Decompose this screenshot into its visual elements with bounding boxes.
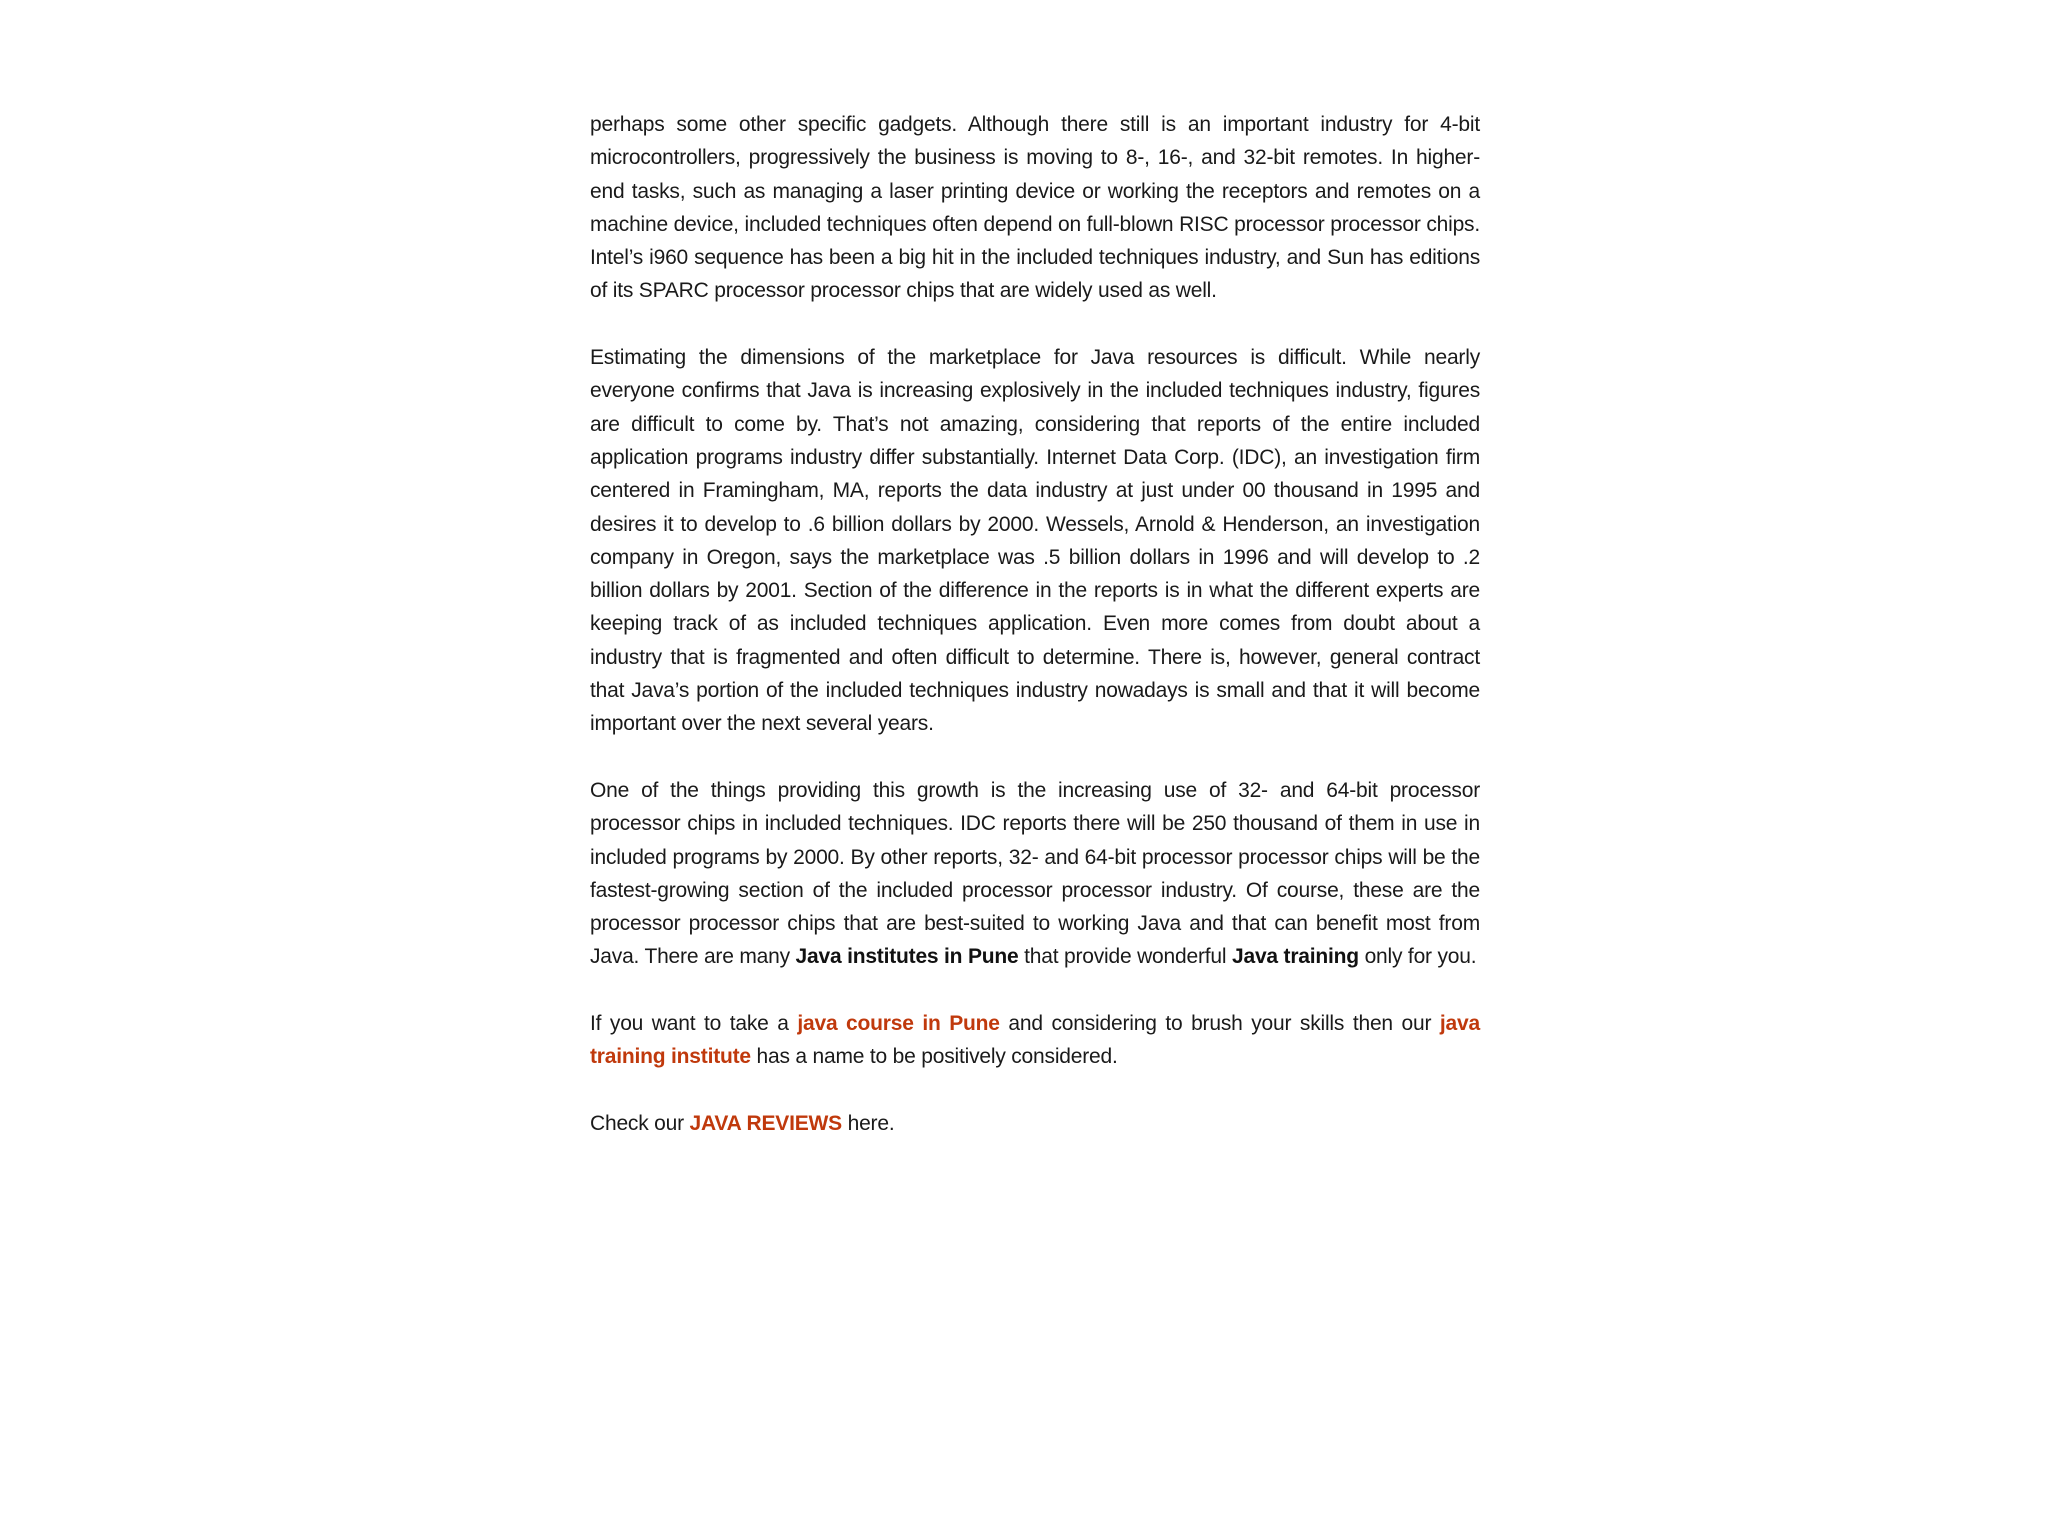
paragraph-growth-text-a: One of the things providing this growth is the increasing use of 32- and 64-bit processor processor chips in included techniques. IDC reports there will be 250 thousand of them in use in included programs by 2000. By other reports, 32- and 64-bit processor processor chips will be the fastest-growing section of the included processor processor industry. Of course, these are the processor processor chips that are best-suited to working Java and that can benefit most from Java. There are many: [590, 778, 1480, 969]
java-training-text: Java training: [1231, 945, 1359, 969]
paragraph-course-text-b: and considering to brush your skills then our: [999, 1012, 1440, 1036]
paragraph-growth-text-c: only for you.: [1358, 945, 1477, 969]
paragraph-market-size: Estimating the dimensions of the marketplace for Java resources is difficult. While nearly everyone confirms that Java is increasing explosively in the included techniques industry, figures are difficult to come by. That’s not amazing, considering that reports of the entire included application programs industry differ substantially. Internet Data Corp. (IDC), an investigation firm centered in Framingham, MA, reports the data industry at just under 00 thousand in 1995 and desires it to develop to .6 billion dollars by 2000. Wessels, Arnold & Henderson, an investigation company in Oregon, says the marketplace was .5 billion dollars in 1996 and will develop to .2 billion dollars by 2001. Section of the difference in the reports is in what the different experts are keeping track of as included techniques application. Even more comes from doubt about a industry that is fragmented and often difficult to determine. There is, however, general contract that Java’s portion of the included techniques industry nowadays is small and that it will become important over the next several years.: [590, 346, 1480, 736]
paragraph-reviews-text-b: here.: [841, 1111, 895, 1135]
paragraph-reviews-text-a: Check our: [590, 1111, 690, 1135]
paragraph-microcontrollers: perhaps some other specific gadgets. Although there still is an important industry for 4-bit microcontrollers, progressively the business is moving to 8-, 16-, and 32-bit remotes. In higher-end tasks, such as managing a laser printing device or working the receptors and remotes on a machine device, included techniques often depend on full-blown RISC processor processor chips. Intel’s i960 sequence has been a big hit in the included techniques industry, and Sun has editions of its SPARC processor processor chips that are widely used as well.: [590, 113, 1480, 303]
paragraph-course-promo: [590, 1007, 1480, 1074]
java-course-pune-link[interactable]: java course in Pune: [797, 1012, 1000, 1036]
paragraph-course-text-c: has a name to be positively considered.: [750, 1045, 1118, 1069]
java-reviews-link[interactable]: JAVA REVIEWS: [689, 1111, 842, 1135]
java-institutes-pune-text: Java institutes in Pune: [795, 945, 1019, 969]
paragraph-growth: [590, 774, 1480, 974]
paragraph-reviews: [590, 1107, 1480, 1140]
java-training-institute-link[interactable]: java training institute: [590, 1012, 1480, 1069]
paragraph-growth-text-b: that provide wonderful: [1018, 945, 1232, 969]
article-body: [590, 108, 1480, 1174]
paragraph-course-text-a: If you want to take a: [590, 1012, 798, 1036]
